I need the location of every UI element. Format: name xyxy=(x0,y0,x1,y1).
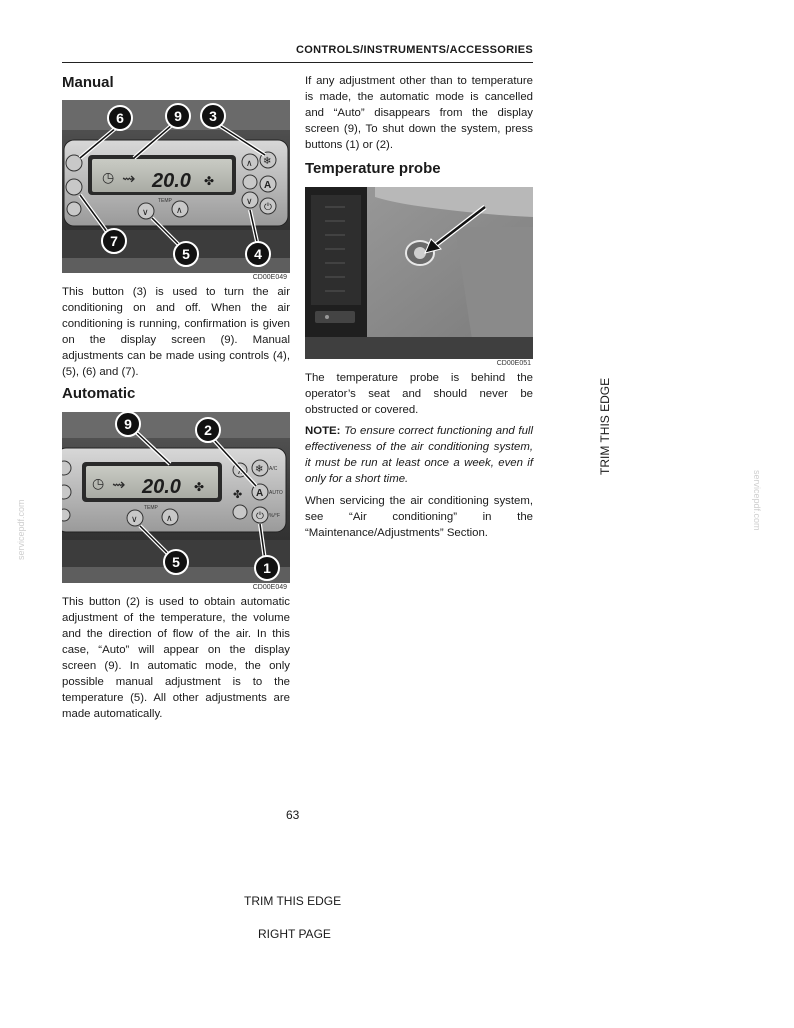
svg-text:A/C: A/C xyxy=(269,466,278,472)
svg-text:6: 6 xyxy=(116,110,124,126)
svg-text:AUTO: AUTO xyxy=(269,490,283,496)
svg-text:∧: ∧ xyxy=(237,466,244,476)
temp-label: TEMP xyxy=(158,198,172,204)
note-lead: NOTE: xyxy=(305,425,341,437)
manual-figure-caption: CD00E049 xyxy=(252,274,287,281)
manual-description: This button (3) is used to turn the air conditioning on and off. When the air conditioning is running, confirmation is given on the display screen (9). Manual adjustments can be made using controls (4), (5), (6) and (7). xyxy=(62,286,290,378)
auto-cancel-description: If any adjustment other than to temperature is made, the automatic mode is cancelled and “Auto” disappears from the display screen (9), To shut down the system, press buttons (1) or (2). xyxy=(305,75,533,151)
clock-icon: ◷ xyxy=(92,475,105,491)
svg-text:∨: ∨ xyxy=(142,207,149,217)
right-page-label: RIGHT PAGE xyxy=(258,927,331,941)
display-temperature: 20.0 xyxy=(142,476,181,498)
trim-side-label: TRIM THIS EDGE xyxy=(598,377,612,475)
fan-icon: ✤ xyxy=(194,480,205,494)
svg-text:⏻: ⏻ xyxy=(256,511,264,522)
fan-button xyxy=(243,175,257,189)
svg-text:9: 9 xyxy=(124,416,132,432)
svg-text:✤: ✤ xyxy=(233,489,243,501)
trim-bottom-label: TRIM THIS EDGE xyxy=(244,894,342,908)
svg-text:TEMP: TEMP xyxy=(144,505,158,511)
page-number: 63 xyxy=(286,808,300,822)
clock-icon: ◷ xyxy=(102,169,115,185)
svg-text:❄: ❄ xyxy=(263,156,272,167)
svg-text:A: A xyxy=(264,180,272,191)
automatic-heading: Automatic xyxy=(62,385,136,402)
airflow-icon: ⇝ xyxy=(112,477,126,494)
svg-text:❄: ❄ xyxy=(255,464,264,475)
note-text: To ensure correct functioning and full effectiveness of the air conditioning system, it must be run at least once a week, even if only for a short time. xyxy=(305,425,533,485)
svg-text:∧: ∧ xyxy=(246,158,253,168)
svg-text:A: A xyxy=(256,488,264,499)
svg-text:⏻: ⏻ xyxy=(264,202,272,213)
manual-control-panel-photo xyxy=(62,100,290,273)
svg-text:3: 3 xyxy=(209,108,217,124)
probe-figure-caption: CD00E051 xyxy=(496,360,531,367)
automatic-description: This button (2) is used to obtain automatic adjustment of the temperature, the volume and the direction of flow of the air. In this case, “Auto” will appear on the display screen (9). In automatic mode, the only possible manual adjustment is to the temperature (5). All other adjustments are made automatically. xyxy=(62,596,290,720)
watermark-right: servicepdf.com xyxy=(752,470,762,531)
manual-heading: Manual xyxy=(62,74,114,91)
svg-text:1: 1 xyxy=(263,560,271,576)
automatic-control-panel-photo xyxy=(62,412,290,583)
running-head: CONTROLS/INSTRUMENTS/ACCESSORIES xyxy=(296,44,533,56)
svg-text:∨: ∨ xyxy=(246,196,253,206)
svg-text:5: 5 xyxy=(172,554,180,570)
airflow-icon: ⇝ xyxy=(122,171,136,188)
header-rule xyxy=(62,62,533,63)
svg-text:∨: ∨ xyxy=(131,514,138,524)
note-paragraph xyxy=(305,423,533,487)
svg-text:%/°F: %/°F xyxy=(269,513,280,519)
svg-text:∧: ∧ xyxy=(176,205,183,215)
svg-text:∧: ∧ xyxy=(166,513,173,523)
probe-description: The temperature probe is behind the operator’s seat and should never be obstructed or covered. xyxy=(305,372,533,416)
display-temperature: 20.0 xyxy=(152,170,191,192)
svg-text:7: 7 xyxy=(110,233,118,249)
svg-text:2: 2 xyxy=(204,422,212,438)
watermark-left: servicepdf.com xyxy=(16,499,26,560)
servicing-description: When servicing the air conditioning system, see “Air conditioning” in the “Maintenance/Adjustments” Section. xyxy=(305,495,533,539)
fan-icon: ✤ xyxy=(204,174,215,188)
svg-text:9: 9 xyxy=(174,108,182,124)
defrost-button xyxy=(67,202,81,216)
temperature-probe-heading: Temperature probe xyxy=(305,160,441,177)
automatic-figure-caption: CD00E049 xyxy=(252,584,287,591)
button-7 xyxy=(66,179,82,195)
temperature-probe-photo xyxy=(305,187,533,359)
svg-text:5: 5 xyxy=(182,246,190,262)
svg-text:4: 4 xyxy=(254,246,262,262)
